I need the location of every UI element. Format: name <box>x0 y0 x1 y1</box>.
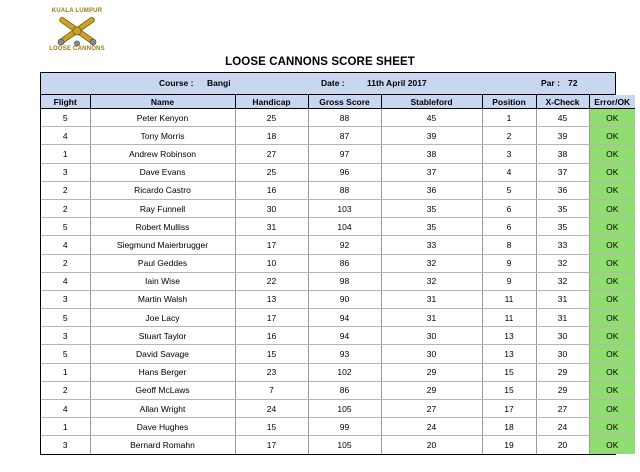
cell-x-check: 30 <box>536 327 589 345</box>
table-row <box>41 254 635 272</box>
club-logo <box>40 8 114 58</box>
cell-name: Geoff McLaws <box>90 381 235 399</box>
cell-gross-score: 93 <box>308 345 381 363</box>
cell-position: 13 <box>482 327 536 345</box>
cell-position: 13 <box>482 345 536 363</box>
cell-gross-score: 105 <box>308 436 381 454</box>
cell-position: 11 <box>482 290 536 308</box>
cell-gross-score: 88 <box>308 109 381 127</box>
cell-position: 18 <box>482 418 536 436</box>
table-row <box>41 199 635 217</box>
cell-stableford: 20 <box>381 436 482 454</box>
cell-flight: 5 <box>41 309 90 327</box>
col-header-position: Position <box>482 95 536 109</box>
cell-x-check: 38 <box>536 145 589 163</box>
cell-position: 19 <box>482 436 536 454</box>
par-value: 72 <box>568 78 578 88</box>
cell-x-check: 36 <box>536 181 589 199</box>
cell-gross-score: 87 <box>308 127 381 145</box>
cell-status: OK <box>589 145 635 163</box>
cell-status: OK <box>589 218 635 236</box>
cell-name: Paul Geddes <box>90 254 235 272</box>
cell-position: 9 <box>482 254 536 272</box>
cell-gross-score: 104 <box>308 218 381 236</box>
cell-flight: 2 <box>41 199 90 217</box>
cell-x-check: 29 <box>536 381 589 399</box>
cell-flight: 5 <box>41 345 90 363</box>
cell-handicap: 10 <box>235 254 308 272</box>
cell-handicap: 17 <box>235 236 308 254</box>
table-row <box>41 327 635 345</box>
cell-handicap: 13 <box>235 290 308 308</box>
cell-flight: 3 <box>41 163 90 181</box>
cell-handicap: 24 <box>235 400 308 418</box>
cell-name: Dave Evans <box>90 163 235 181</box>
cell-status: OK <box>589 381 635 399</box>
cell-name: Stuart Taylor <box>90 327 235 345</box>
cell-flight: 2 <box>41 381 90 399</box>
cell-status: OK <box>589 309 635 327</box>
header-row <box>41 95 635 109</box>
cell-flight: 1 <box>41 363 90 381</box>
cell-handicap: 30 <box>235 199 308 217</box>
table-row <box>41 418 635 436</box>
table-row <box>41 345 635 363</box>
cell-handicap: 17 <box>235 309 308 327</box>
cell-status: OK <box>589 163 635 181</box>
cell-name: Martin Walsh <box>90 290 235 308</box>
table-row <box>41 309 635 327</box>
score-sheet <box>40 72 631 455</box>
cell-stableford: 24 <box>381 418 482 436</box>
table-row <box>41 400 635 418</box>
cell-x-check: 29 <box>536 363 589 381</box>
crossed-cannons-icon <box>53 15 101 47</box>
cell-name: Andrew Robinson <box>90 145 235 163</box>
cell-gross-score: 94 <box>308 309 381 327</box>
date-label: Date : <box>321 78 345 88</box>
cell-x-check: 32 <box>536 272 589 290</box>
cell-position: 3 <box>482 145 536 163</box>
cell-gross-score: 97 <box>308 145 381 163</box>
cell-flight: 2 <box>41 254 90 272</box>
cell-position: 8 <box>482 236 536 254</box>
cell-flight: 3 <box>41 290 90 308</box>
cell-status: OK <box>589 290 635 308</box>
cell-name: Iain Wise <box>90 272 235 290</box>
cell-handicap: 15 <box>235 418 308 436</box>
cell-name: Siegmund Maierbrugger <box>90 236 235 254</box>
cell-x-check: 27 <box>536 400 589 418</box>
cell-gross-score: 102 <box>308 363 381 381</box>
table-row <box>41 218 635 236</box>
cell-name: Robert Mulliss <box>90 218 235 236</box>
cell-handicap: 17 <box>235 436 308 454</box>
cell-handicap: 22 <box>235 272 308 290</box>
cell-handicap: 16 <box>235 327 308 345</box>
cell-handicap: 7 <box>235 381 308 399</box>
cell-status: OK <box>589 418 635 436</box>
cell-gross-score: 96 <box>308 163 381 181</box>
cell-stableford: 32 <box>381 254 482 272</box>
cell-stableford: 38 <box>381 145 482 163</box>
logo-text-top: KUALA LUMPUR <box>51 8 103 14</box>
cell-handicap: 31 <box>235 218 308 236</box>
cell-x-check: 39 <box>536 127 589 145</box>
cell-stableford: 35 <box>381 218 482 236</box>
cell-position: 6 <box>482 199 536 217</box>
cell-x-check: 37 <box>536 163 589 181</box>
cell-status: OK <box>589 327 635 345</box>
cell-handicap: 25 <box>235 163 308 181</box>
cell-position: 15 <box>482 363 536 381</box>
cell-stableford: 33 <box>381 236 482 254</box>
cell-status: OK <box>589 272 635 290</box>
cell-name: Ray Funnell <box>90 199 235 217</box>
cell-handicap: 25 <box>235 109 308 127</box>
cell-position: 5 <box>482 181 536 199</box>
cell-gross-score: 94 <box>308 327 381 345</box>
table-row <box>41 290 635 308</box>
table-row <box>41 181 635 199</box>
cell-name: Tony Morris <box>90 127 235 145</box>
table-row <box>41 109 635 127</box>
cell-gross-score: 90 <box>308 290 381 308</box>
cell-position: 2 <box>482 127 536 145</box>
cell-flight: 3 <box>41 436 90 454</box>
cell-status: OK <box>589 127 635 145</box>
cell-position: 1 <box>482 109 536 127</box>
course-value: Bangi <box>207 78 231 88</box>
col-header-name: Name <box>90 95 235 109</box>
cell-flight: 4 <box>41 236 90 254</box>
logo-text-bottom: LOOSE CANNONS <box>49 46 105 52</box>
cell-position: 6 <box>482 218 536 236</box>
cell-name: Ricardo Castro <box>90 181 235 199</box>
cell-status: OK <box>589 181 635 199</box>
cell-status: OK <box>589 236 635 254</box>
cell-handicap: 27 <box>235 145 308 163</box>
col-header-flight: Flight <box>41 95 90 109</box>
cell-flight: 3 <box>41 327 90 345</box>
cell-x-check: 20 <box>536 436 589 454</box>
cell-name: Bernard Romahn <box>90 436 235 454</box>
cell-stableford: 39 <box>381 127 482 145</box>
cell-stableford: 31 <box>381 290 482 308</box>
cell-gross-score: 86 <box>308 381 381 399</box>
score-table <box>41 95 635 454</box>
cell-stableford: 35 <box>381 199 482 217</box>
cell-position: 15 <box>482 381 536 399</box>
cell-x-check: 33 <box>536 236 589 254</box>
cell-flight: 5 <box>41 218 90 236</box>
cell-stableford: 45 <box>381 109 482 127</box>
cell-name: Peter Kenyon <box>90 109 235 127</box>
cell-x-check: 45 <box>536 109 589 127</box>
par-label: Par : <box>541 78 560 88</box>
cell-x-check: 32 <box>536 254 589 272</box>
course-info-bar <box>41 73 615 95</box>
cell-gross-score: 105 <box>308 400 381 418</box>
cell-x-check: 24 <box>536 418 589 436</box>
cell-status: OK <box>589 436 635 454</box>
cell-status: OK <box>589 199 635 217</box>
cell-handicap: 23 <box>235 363 308 381</box>
cell-flight: 1 <box>41 418 90 436</box>
course-label: Course : <box>159 78 194 88</box>
col-header-x-check: X-Check <box>536 95 589 109</box>
cell-flight: 4 <box>41 400 90 418</box>
table-row <box>41 236 635 254</box>
cell-stableford: 30 <box>381 327 482 345</box>
cell-stableford: 30 <box>381 345 482 363</box>
cell-position: 9 <box>482 272 536 290</box>
cell-name: Dave Hughes <box>90 418 235 436</box>
cell-gross-score: 99 <box>308 418 381 436</box>
col-header-stableford: Stableford <box>381 95 482 109</box>
cell-handicap: 18 <box>235 127 308 145</box>
cell-stableford: 37 <box>381 163 482 181</box>
cell-status: OK <box>589 345 635 363</box>
cell-x-check: 30 <box>536 345 589 363</box>
col-header-handicap: Handicap <box>235 95 308 109</box>
cell-flight: 5 <box>41 109 90 127</box>
cell-stableford: 29 <box>381 381 482 399</box>
table-row <box>41 127 635 145</box>
table-row <box>41 163 635 181</box>
cell-flight: 2 <box>41 181 90 199</box>
cell-name: David Savage <box>90 345 235 363</box>
cell-gross-score: 88 <box>308 181 381 199</box>
cell-x-check: 35 <box>536 218 589 236</box>
cell-stableford: 32 <box>381 272 482 290</box>
table-row <box>41 272 635 290</box>
cell-stableford: 27 <box>381 400 482 418</box>
cell-position: 11 <box>482 309 536 327</box>
table-row <box>41 436 635 454</box>
cell-status: OK <box>589 363 635 381</box>
cell-status: OK <box>589 109 635 127</box>
cell-gross-score: 86 <box>308 254 381 272</box>
col-header-gross-score: Gross Score <box>308 95 381 109</box>
cell-handicap: 15 <box>235 345 308 363</box>
table-row <box>41 381 635 399</box>
table-row <box>41 363 635 381</box>
cell-position: 4 <box>482 163 536 181</box>
cell-x-check: 31 <box>536 290 589 308</box>
cell-position: 17 <box>482 400 536 418</box>
cell-gross-score: 92 <box>308 236 381 254</box>
table-row <box>41 145 635 163</box>
cell-name: Allan Wright <box>90 400 235 418</box>
cell-stableford: 36 <box>381 181 482 199</box>
cell-handicap: 16 <box>235 181 308 199</box>
cell-stableford: 29 <box>381 363 482 381</box>
cell-gross-score: 103 <box>308 199 381 217</box>
cell-x-check: 35 <box>536 199 589 217</box>
page-title: LOOSE CANNONS SCORE SHEET <box>225 56 415 68</box>
cell-name: Joe Lacy <box>90 309 235 327</box>
cell-flight: 1 <box>41 145 90 163</box>
cell-gross-score: 98 <box>308 272 381 290</box>
cell-name: Hans Berger <box>90 363 235 381</box>
date-value: 11th April 2017 <box>367 78 427 88</box>
cell-flight: 4 <box>41 272 90 290</box>
col-header-error-ok: Error/OK <box>589 95 635 109</box>
cell-stableford: 31 <box>381 309 482 327</box>
cell-flight: 4 <box>41 127 90 145</box>
cell-x-check: 31 <box>536 309 589 327</box>
cell-status: OK <box>589 400 635 418</box>
cell-status: OK <box>589 254 635 272</box>
